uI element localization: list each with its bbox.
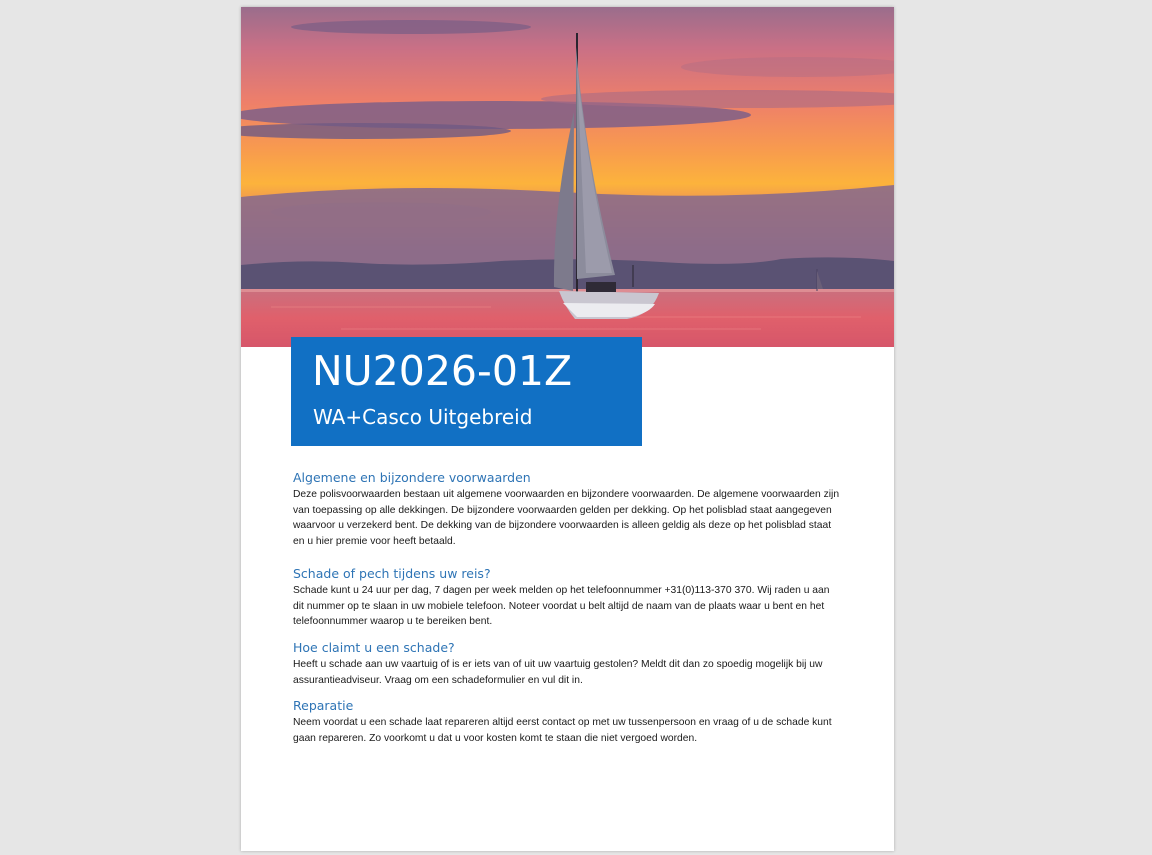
section-claim xyxy=(293,639,843,688)
section-text: Heeft u schade aan uw vaartuig of is er iets van of uit uw vaartuig gestolen? Meldt dit dan zo spoedig mogelijk bij uw assurantieadviseur. Vraag om een schadeformulier en vul dit in. xyxy=(293,659,823,686)
section-damage-travel xyxy=(293,565,843,630)
section-text: Neem voordat u een schade laat repareren altijd eerst contact op met uw tussenpersoon en vraag of u de schade kunt gaan repareren. Zo voorkomt u dat u voor kosten komt te staan die niet vergoed worden. xyxy=(293,717,832,744)
title-banner xyxy=(291,337,642,446)
section-heading: Algemene en bijzondere voorwaarden xyxy=(293,470,531,485)
product-name: WA+Casco Uitgebreid xyxy=(313,405,533,429)
section-text: Schade kunt u 24 uur per dag, 7 dagen per week melden op het telefoonnummer +31(0)113-370 370. Wij raden u aan dit nummer op te slaan in uw mobiele telefoon. Noteer voordat u belt altijd de naam van de plaats waar u bent en het telefoonnummer waarop u te bereiken bent. xyxy=(293,585,830,627)
section-heading: Hoe claimt u een schade? xyxy=(293,640,455,655)
section-general-conditions xyxy=(293,469,843,549)
section-repair xyxy=(293,697,843,746)
section-heading: Schade of pech tijdens uw reis? xyxy=(293,566,491,581)
policy-code: NU2026-01Z xyxy=(312,347,573,395)
sailboat-sunset-photo xyxy=(241,7,894,347)
section-text: Deze polisvoorwaarden bestaan uit algemene voorwaarden en bijzondere voorwaarden. De algemene voorwaarden zijn van toepassing op alle dekkingen. De bijzondere voorwaarden gelden per dekking. Op het polisblad staat aangegeven waarvoor u verzekerd bent. De dekking van de bijzondere voorwaarden is alleen geldig als deze op het polisblad staat en u hier premie voor heeft betaald. xyxy=(293,489,840,547)
section-heading: Reparatie xyxy=(293,698,354,713)
document-page xyxy=(241,7,894,851)
